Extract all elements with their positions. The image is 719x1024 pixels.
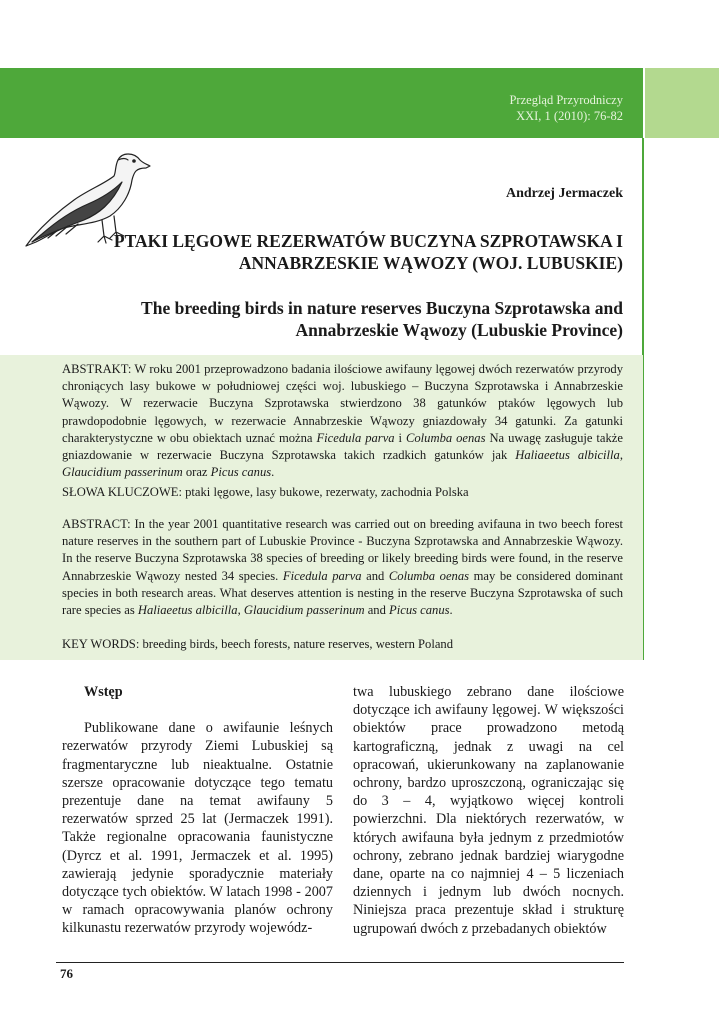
header-band-tab — [645, 68, 719, 138]
journal-name: Przegląd Przyrodniczy — [509, 93, 623, 107]
abstract-english: ABSTRACT: In the year 2001 quantitative research was carried out on breeding avifauna in two beech forest nature reserves in the southern part of Lubuskie Province - Buczyna Szprotawska and Annabrzeskie Wąwozy. In the reserve Buczyna Szprotawska 38 species of breeding or likely breeding birds were found, in the reserve Annabrzeskie Wąwozy nested 34 species. Ficedula parva and Columba oenas may be considered dominant species in both research areas. What deserves attention is nesting in the reserve Buczyna Szprotawska of such rare species as Haliaeetus albicilla, Glaucidium passerinum and Picus canus. — [62, 517, 623, 618]
author: Andrzej Jermaczek — [505, 186, 623, 201]
body-column-right — [353, 683, 624, 938]
body-paragraph: Publikowane dane o awifaunie leśnych rezerwatów przyrody Ziemi Lubuskiej są fragmentaryczne lub nieaktualne. Ostatnie szersze opracowanie dotyczące tego tematu prezentuje dane na temat awifauny 5 rezerwatów sprzed 25 lat (Jermaczek 1991). Także regionalne opracowania faunistyczne (Dyrcz et al. 1991, Jermaczek et al. 1995) zawierają jedynie sporadycznie materiały dotyczące tych obiektów. W latach 1998 - 2007 w ramach opracowywania planów ochrony kilkunastu rezerwatów przyrody wojewódz- — [62, 720, 333, 937]
journal-reference — [509, 92, 623, 124]
keywords-english: KEY WORDS: breeding birds, beech forests, nature reserves, western Poland — [62, 637, 454, 651]
keywords-polish: SŁOWA KLUCZOWE: ptaki lęgowe, lasy bukowe, rezerwaty, zachodnia Polska — [62, 485, 469, 499]
page-number: 76 — [60, 966, 73, 981]
abstract-polish: ABSTRAKT: W roku 2001 przeprowadzono badania ilościowe awifauny lęgowej dwóch rezerwatów przyrody chroniących lasy bukowe w południowej części woj. lubuskiego – Buczyna Szprotawska i Annabrzeskie Wąwozy. W rezerwacie Buczyna Szprotawska stwierdzono 38 gatunków ptaków lęgowych lub prawdopodobnie lęgowych, w rezerwacie Annabrzeskie Wąwozy gniazdowały 34 gatunki. Za gatunki charakterystyczne w obu obiektach uznać można Ficedula parva i Columba oenas Na uwagę zasługuje także gniazdowanie w rezerwacie Buczyna Szprotawska takich rzadkich gatunków jak Haliaeetus albicilla, Glaucidium passerinum oraz Picus canus. — [62, 362, 623, 480]
body-paragraph: twa lubuskiego zebrano dane ilościowe dotyczące ich awifauny lęgowej. W większości obiektów prace prowadzono metodą kartograficzną, jednak z uwagi na cel opracowań, ukierunkowany na zaplanowanie ochrony, bardzo uproszczoną, ograniczając się do 3 – 4, wyjątkowo więcej kontroli powierzchni. Dla niektórych rezerwatów, w których awifauna była jednym z przedmiotów ochrony, zebrano jednak bardziej wiarygodne dane, oparte na co najmniej 4 – 5 liczeniach dziennych i jednym lub dwóch nocnych. Niniejsza praca prezentuje skład i strukturę ugrupowań dwóch z przebadanych obiektów — [353, 684, 624, 937]
journal-issue: XXI, 1 (2010): 76-82 — [516, 109, 623, 123]
section-heading: Wstęp — [84, 684, 123, 700]
title-english: The breeding birds in nature reserves Buczyna Szprotawska and Annabrzeskie Wąwozy (Lubuskie Province) — [141, 298, 623, 340]
body-column-left — [62, 683, 333, 938]
title-polish: PTAKI LĘGOWE REZERWATÓW BUCZYNA SZPROTAWSKA I ANNABRZESKIE WĄWOZY (WOJ. LUBUSKIE) — [113, 231, 623, 273]
footer-rule — [56, 962, 624, 963]
abstract-section — [0, 355, 643, 660]
